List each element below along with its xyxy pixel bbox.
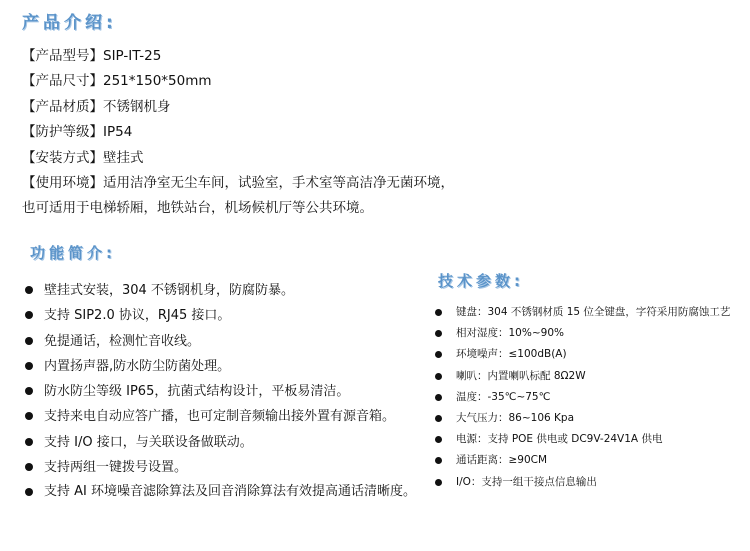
intro-row-install xyxy=(22,146,742,171)
function-text: 支持来电自动应答广播，也可定制音频输出接外置有源音箱。 xyxy=(44,409,396,425)
function-item xyxy=(24,303,434,328)
bullet-icon xyxy=(25,337,33,345)
bullet-icon xyxy=(435,436,442,443)
intro-label: 【产品材质】 xyxy=(22,98,103,115)
bullet-icon xyxy=(25,311,33,319)
intro-label: 【产品型号】 xyxy=(22,48,103,64)
bullet-icon xyxy=(435,373,442,380)
function-text: 支持两组一键拨号设置。 xyxy=(44,460,188,476)
bullet-icon xyxy=(435,415,442,422)
intro-value: 适用洁净室无尘车间，试验室，手术室等高洁净无菌环境，也可适用于电梯轿厢，地铁站台，机场候机厅等公共环境。 xyxy=(22,175,454,217)
tech-item-distance xyxy=(432,450,750,471)
intro-row-protection xyxy=(22,120,742,145)
function-text: 支持 I/O 接口，与关联设备做联动。 xyxy=(44,434,253,450)
tech-text: 相对湿度：10%~90% xyxy=(456,327,564,340)
tech-specs-list xyxy=(432,302,750,493)
functions-list xyxy=(24,278,434,504)
intro-row-material xyxy=(22,95,742,120)
tech-text: I/O：支持一组干接点信息输出 xyxy=(456,475,597,488)
bullet-icon xyxy=(435,457,442,464)
tech-text: 电源：支持 POE 供电或 DC9V-24V1A 供电 xyxy=(456,433,663,446)
intro-label: 【使用环境】 xyxy=(22,175,103,192)
bullet-icon xyxy=(25,412,33,420)
bullet-icon xyxy=(25,362,33,370)
intro-value: 壁挂式 xyxy=(103,149,144,166)
intro-label: 【产品尺寸】 xyxy=(22,73,103,90)
tech-text: 环境噪声：≤100dB(A) xyxy=(456,348,567,361)
function-text: 壁挂式安装，304 不锈钢机身，防腐防暴。 xyxy=(44,283,294,298)
function-text: 防水防尘等级 IP65，抗菌式结构设计，平板易清洁。 xyxy=(44,384,350,400)
bullet-icon xyxy=(435,330,442,337)
function-text: 内置扬声器,防水防尘防菌处理。 xyxy=(44,358,231,374)
tech-text: 温度：-35℃~75℃ xyxy=(456,390,551,403)
tech-item-temperature xyxy=(432,387,750,408)
tech-text: 喇叭：内置喇叭标配 8Ω2W xyxy=(456,369,586,382)
tech-item-power xyxy=(432,429,750,450)
function-item xyxy=(24,480,442,504)
bullet-icon xyxy=(25,286,33,294)
bullet-icon xyxy=(25,387,33,395)
function-text: 免提通话，检测忙音收线。 xyxy=(44,333,201,349)
bullet-icon xyxy=(25,438,33,446)
bullet-icon xyxy=(435,309,442,316)
function-item xyxy=(24,430,434,455)
function-item xyxy=(24,329,434,354)
intro-value: SIP-IT-25 xyxy=(103,48,162,64)
intro-label: 【防护等级】 xyxy=(22,124,103,141)
bullet-icon xyxy=(435,479,442,486)
function-text: 支持 AI 环境噪音滤除算法及回音消除算法有效提高通话清晰度。 xyxy=(44,484,416,500)
intro-row-model xyxy=(22,44,742,69)
functions-section-title: 功能简介: xyxy=(30,244,116,262)
tech-text: 大气压力：86~106 Kpa xyxy=(456,412,575,425)
tech-item-pressure xyxy=(432,408,750,429)
product-intro-list xyxy=(22,44,742,222)
bullet-icon xyxy=(435,351,442,358)
function-item xyxy=(24,404,434,429)
bullet-icon xyxy=(25,488,33,496)
tech-item-keypad xyxy=(432,302,750,323)
bullet-icon xyxy=(25,463,33,471)
function-item xyxy=(24,455,434,480)
intro-value: 251*150*50mm xyxy=(103,73,212,90)
function-item xyxy=(24,354,434,379)
intro-row-environment xyxy=(22,171,462,222)
bullet-icon xyxy=(435,394,442,401)
function-text: 支持 SIP2.0 协议，RJ45 接口。 xyxy=(44,308,231,324)
tech-text: 通话距离：≥90CM xyxy=(456,454,548,467)
intro-value: IP54 xyxy=(103,124,133,141)
intro-section-title: 产品介绍: xyxy=(22,13,117,33)
function-item xyxy=(24,278,434,303)
tech-text: 键盘：304 不锈钢材质 15 位全键盘，字符采用防腐蚀工艺 xyxy=(456,306,731,318)
intro-label: 【安装方式】 xyxy=(22,149,103,166)
tech-item-noise xyxy=(432,344,750,365)
intro-value: 不锈钢机身 xyxy=(103,98,171,115)
intro-row-size xyxy=(22,69,742,94)
tech-item-io xyxy=(432,472,750,493)
tech-item-humidity xyxy=(432,323,750,344)
tech-section-title: 技术参数: xyxy=(438,272,524,290)
function-item xyxy=(24,379,434,404)
tech-item-speaker xyxy=(432,366,750,387)
